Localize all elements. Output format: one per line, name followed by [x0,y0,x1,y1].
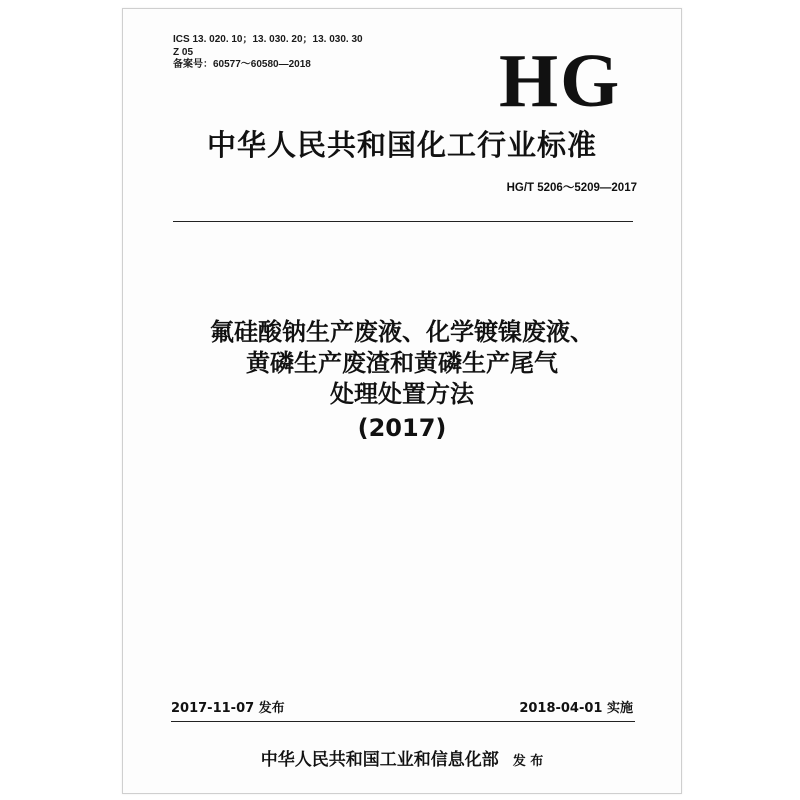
document-title [123,317,681,410]
title-line-2: 黄磷生产废渣和黄磷生产尾气 [246,349,558,377]
book-cover [122,8,682,794]
classification-block [173,34,363,72]
bottom-divider [171,721,635,722]
publisher-name: 中华人民共和国工业和信息化部 [260,750,499,770]
issue-date: 2017-11-07 发布 [171,701,285,716]
standard-number: HG/T 5206～5209—2017 [506,182,637,194]
implementation-date: 2018-04-01 实施 [519,701,633,716]
filing-number: 备案号：60577～60580—2018 [173,59,311,70]
hg-logo: HG [499,39,622,123]
title-line-1: 氟硅酸钠生产废液、化学镀镍废液、 [210,318,594,346]
title-line-3: 处理处置方法 [330,380,474,408]
ics-code: ICS 13. 020. 10；13. 030. 20；13. 030. 30 [173,34,363,45]
publish-label: 发 布 [512,754,544,769]
standard-type-title: 中华人民共和国化工行业标准 [206,128,597,162]
title-year: (2017) [357,414,447,442]
publisher-row [123,745,681,770]
top-divider [173,221,633,222]
date-row [171,697,633,715]
ccs-code: Z 05 [173,46,194,58]
